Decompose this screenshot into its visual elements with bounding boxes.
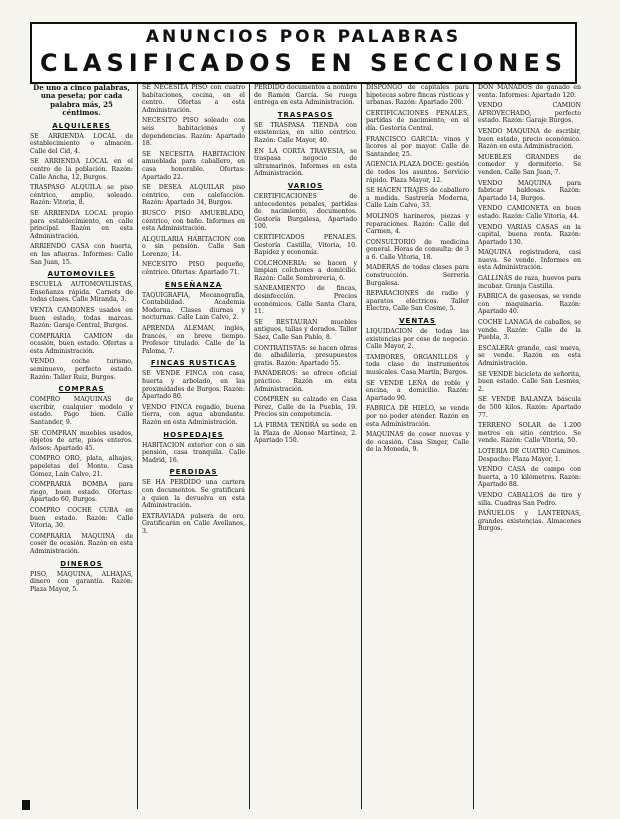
classified-ad: HABITACION exterior con o sin pensión, casa tranquila. Calle Madrid, 16. <box>142 441 245 464</box>
classified-ad: COMPRO ORO, plata, alhajas, papeletas del Monte. Casa Gómez, Laín Calvo, 21. <box>30 455 133 478</box>
classified-ad: COMPRO MAQUINAS de escribir, cualquier modelo y estado. Pago bien. Calle Santander, 9. <box>30 396 133 427</box>
classified-ad: VENDO FINCA regadío, buena tierra, con agua abundante. Razón en esta Administración. <box>142 403 245 426</box>
classified-ad: PISO, MAQUINA, ALHAJAS, dinero con garantía. Razón: Plaza Mayor, 5. <box>30 570 133 593</box>
section-heading: ENSEÑANZA <box>164 280 223 289</box>
classified-ad: MOLINOS harineros, piezas y reparaciones. Razón: Calle del Carmen, 4. <box>366 212 469 236</box>
section-heading: AUTOMOVILES <box>47 270 116 279</box>
section-banner <box>30 22 577 84</box>
classified-ad: SE ARRIENDA LOCAL propio para establecimiento, en calle principal. Razón en esta Administración. <box>30 209 133 240</box>
classified-ad: LA FIRMA TENDRA su sede en la Plaza de Alonso Martínez, 2. Apartado 150. <box>254 421 357 445</box>
classified-ad: CONSULTORIO de medicina general. Horas de consulta: de 3 a 6. Calle Vitoria, 18. <box>366 238 469 261</box>
classified-ad: VENDO coche turismo, seminuevo, perfecto estado. Razón: Taller Ruiz, Burgos. <box>30 358 133 381</box>
classified-ad: EN LA CORTA TRAVESIA, se traspasa negocio de ultramarinos. Informes en esta Administración. <box>254 147 357 178</box>
classified-ad: CERTIFICACIONES PENALES, partidas de nacimiento, en el día. Gestoría Central. <box>366 109 469 132</box>
classified-ad: PERDIDO documentos a nombre de Ramón García. Se ruega entrega en esta Administración. <box>254 84 357 107</box>
classified-ad: ALQUILARIA HABITACION con o sin pensión. Calle San Lorenzo, 14. <box>142 235 245 258</box>
classified-ad: TERRENO SOLAR de 1.200 metros en sitio céntrico. Se vende. Razón: Calle Vitoria, 50. <box>478 422 581 445</box>
column-4 <box>366 84 469 809</box>
column-rule <box>361 84 362 809</box>
rate-note: De uno a cinco palabras, una peseta; por cada palabra más, 25 céntimos. <box>33 84 130 118</box>
classified-ad: NECESITO PISO pequeño, céntrico. Ofertas: Apartado 71. <box>142 261 245 277</box>
classified-ad: VENDO VARIAS CASAS en la capital, buena renta. Razón: Apartado 130. <box>478 223 581 246</box>
column-rule <box>137 84 138 809</box>
section-heading: COMPRAS <box>58 385 105 394</box>
classified-ad: VENDO CAMION APROVECHADO, perfecto estado. Razón: Garaje Burgos. <box>478 102 581 125</box>
column-2 <box>142 84 245 809</box>
classified-ad: SE RESTAURAN muebles antiguos, tallas y dorados. Taller Sáez, Calle San Pablo, 8. <box>254 318 357 342</box>
classified-ad: SE NECESITA PISO con cuatro habitaciones, cocina, en el centro. Ofertas a esta Administración. <box>142 84 245 114</box>
classified-ad: NECESITO PISO soleado con seis habitaciones y dependencias. Razón: Apartado 18. <box>142 117 245 148</box>
classified-ad: DISPONGO de capitales para hipotecas sobre fincas rústicas y urbanas. Razón: Apartado 200. <box>366 84 469 107</box>
classified-ad: MADERAS de todas clases para construcción. Serrería Burgalesa. <box>366 264 469 287</box>
classified-ad: SE COMPRAN muebles usados, objetos de arte, pisos enteros. Avisos: Apartado 45. <box>30 429 133 452</box>
classified-ad: COMPRARIA CAMION de ocasión, buen estado. Ofertas a esta Administración. <box>30 332 133 355</box>
classified-ad: SE TRASPASA TIENDA con existencias, en sitio céntrico. Razón: Calle Mayor, 40. <box>254 121 357 144</box>
classified-ad: SE HACEN TRAJES de caballero a medida. Sastrería Moderna, Calle Laín Calvo, 33. <box>366 187 469 210</box>
column-3 <box>254 84 357 809</box>
column-1 <box>30 84 133 809</box>
classified-ad: EXTRAVIADA pulsera de oro. Gratificarán en Calle Avellanos, 3. <box>142 512 245 535</box>
ad-columns <box>30 84 590 809</box>
classified-ad: CONTRATISTAS: se hacen obras de albañilería, presupuestos gratis. Razón: Apartado 55. <box>254 344 357 367</box>
classified-ad: SE NECESITA HABITACION amueblada para caballero, en casa honorable. Ofertas: Apartado 22. <box>142 150 245 181</box>
classified-ad: SE VENDE bicicleta de señorita, buen estado. Calle San Lesmes, 2. <box>478 370 581 393</box>
classified-ad: PAÑUELOS y LANTERNAS, grandes existencias. Almacenes Burgos. <box>478 510 581 533</box>
classified-ad: VENDO MAQUINA de escribir, buen estado, precio económico. Razón en esta Administración. <box>478 127 581 151</box>
classified-ad: COMPRARIA MAQUINA de coser de ocasión. Razón en esta Administración. <box>30 532 133 555</box>
classified-ad: VENDO CAMIONETA en buen estado. Razón: Calle Vitoria, 44. <box>478 205 581 220</box>
section-heading: DINEROS <box>60 559 103 568</box>
classified-ad: MUEBLES GRANDES de comedor y dormitorio. Se venden. Calle San Juan, 7. <box>478 153 581 176</box>
classified-ad: FRANCISCO GARCIA: vinos y licores al por mayor. Calle de Santander, 25. <box>366 135 469 158</box>
classified-ad: BUSCO PISO AMUEBLADO, céntrico, con baño. Informes en esta Administración. <box>142 209 245 233</box>
classified-ad: GALLINAS de raza, huevos para incubar. Granja Castilla. <box>478 275 581 290</box>
classified-ad: FABRICA DE HIELO, se vende por no poder atender. Razón en esta Administración. <box>366 405 469 428</box>
banner-title-line1: ANUNCIOS POR PALABRAS <box>145 27 462 47</box>
classified-ad: TAMBORES, ORGANILLOS y toda clase de instrumentos musicales. Casa Martín, Burgos. <box>366 353 469 376</box>
page-corner-mark <box>22 800 30 810</box>
column-rule <box>249 84 250 809</box>
section-heading: VENTAS <box>399 317 436 326</box>
classified-ad: ESCALERA grande, casi nueva, se vende. Razón en esta Administración. <box>478 344 581 367</box>
classified-ad: SE VENDE BALANZA báscula de 500 kilos. Razón: Apartado 77. <box>478 396 581 419</box>
classified-ad: MAQUINAS de coser nuevas y de ocasión. Casa Singer, Calle de la Moneda, 9. <box>366 431 469 454</box>
classified-ad: VENDO CABALLOS de tiro y silla. Cuadras San Pedro. <box>478 491 581 507</box>
classified-ad: SANEAMIENTO de fincas, desinfección. Precios económicos. Calle Santa Clara, 11. <box>254 285 357 316</box>
classified-ad: VENDO CASA de campo con huerta, a 10 kilómetros. Razón: Apartado 88. <box>478 466 581 489</box>
classified-ad: COLCHONERIA: se hacen y limpian colchones a domicilio. Razón: Calle Sombrerería, 6. <box>254 259 357 282</box>
classified-ad: ARRIENDO CASA con huerta, en las afueras. Informes: Calle San Juan, 15. <box>30 243 133 266</box>
classified-ad: SE HA PERDIDO una cartera con documentos. Se gratificará a quien la devuelva en esta Administración. <box>142 479 245 510</box>
classified-ad: LIQUIDACION de todas las existencias por cese de negocio. Calle Mayor, 2. <box>366 328 469 351</box>
section-heading: TRASPASOS <box>277 110 334 119</box>
section-heading: HOSPEDAJES <box>163 430 224 439</box>
classified-ad: VENTA CAMIONES usados en buen estado, todas marcas. Razón: Garaje Central, Burgos. <box>30 306 133 330</box>
section-heading: FINCAS RUSTICAS <box>150 359 237 368</box>
section-heading: VARIOS <box>287 181 324 190</box>
classified-ad: VENDO MAQUINA para fabricar baldosas. Razón: Apartado 14, Burgos. <box>478 179 581 202</box>
classified-ad: SE VENDE LEÑA de roble y encina, a domicilio. Razón: Apartado 90. <box>366 379 469 402</box>
classified-ad: SE VENDE FINCA con casa, huerta y arbolado, en las proximidades de Burgos. Razón: Apartado 80. <box>142 370 245 401</box>
banner-title-line2: CLASIFICADOS EN SECCIONES <box>39 49 567 77</box>
classified-ad: COMPREN su calzado en Casa Pérez, Calle de la Puebla, 19. Precios sin competencia. <box>254 396 357 419</box>
classified-ad: SE ARRIENDA LOCAL en el centro de la población. Razón: Calle Ancha, 12, Burgos. <box>30 158 133 181</box>
classified-ad: TRASPASO ALQUILA se piso céntrico, amplio, soleado. Razón: Vitoria, 8. <box>30 184 133 207</box>
classified-ad: REPARACIONES de radio y aparatos eléctricos. Taller Electra, Calle San Cosme, 5. <box>366 290 469 313</box>
classified-ad: SE DESEA ALQUILAR piso céntrico, con calefacción. Razón: Apartado 34, Burgos. <box>142 184 245 207</box>
classified-ad: COCHE LANAGA de caballos, se vende. Razón: Calle de la Puebla, 3. <box>478 319 581 342</box>
section-heading: PERDIDAS <box>169 468 218 477</box>
classified-ad: LOTERIA DE CUATRO Caminos. Despacho: Plaza Mayor, 1. <box>478 447 581 463</box>
classified-ad: MAQUINA registradora, casi nueva. Se vende. Informes en esta Administración. <box>478 249 581 272</box>
classified-ad: PANADEROS: se ofrece oficial práctico. Razón en esta Administración. <box>254 370 357 393</box>
classified-ad: FABRICA de gaseosas, se vende con maquinaria. Razón: Apartado 40. <box>478 293 581 316</box>
column-5 <box>478 84 581 809</box>
section-heading: ALQUILERES <box>52 121 111 130</box>
classified-ad: COMPRO COCHE CUBA en buen estado. Razón: Calle Vitoria, 30. <box>30 506 133 530</box>
classified-ad: APRENDA ALEMAN, inglés, francés, en breve tiempo. Profesor titulado. Calle de la Paloma, 7. <box>142 325 245 355</box>
classified-ad: AGENCIA PLAZA DOCE: gestión de todos los asuntos. Servicio rápido. Plaza Mayor, 12. <box>366 161 469 184</box>
classified-ad: TAQUIGRAFIA, Mecanografía, Contabilidad. Academia Moderna. Clases diurnas y nocturnas. Calle Lain Calvo, 2. <box>142 291 245 322</box>
column-rule <box>473 84 474 809</box>
classified-ad: DON MANADOS de ganado en venta. Informes: Apartado 120. <box>478 84 581 99</box>
classified-ad: ESCUELA AUTOMOVILISTAS, Enseñanza rápida. Carnets de todas clases. Calle Miranda, 3. <box>30 281 133 304</box>
classified-ad: CERTIFICADOS PENALES. Gestoría Castilla, Vitoria, 10. Rapidez y economía. <box>254 233 357 257</box>
classified-ad: COMPRARIA BOMBA para riego, buen estado. Ofertas: Apartado 60, Burgos. <box>30 481 133 504</box>
classified-ad: CERTIFICACIONES de antecedentes penales, partidas de nacimiento, documentos. Gestoría Burgalesa, Apartado 100. <box>254 192 357 231</box>
classified-ad: SE ARRIENDA LOCAL de establecimiento o almacén. Calle del Cid, 4. <box>30 132 133 155</box>
